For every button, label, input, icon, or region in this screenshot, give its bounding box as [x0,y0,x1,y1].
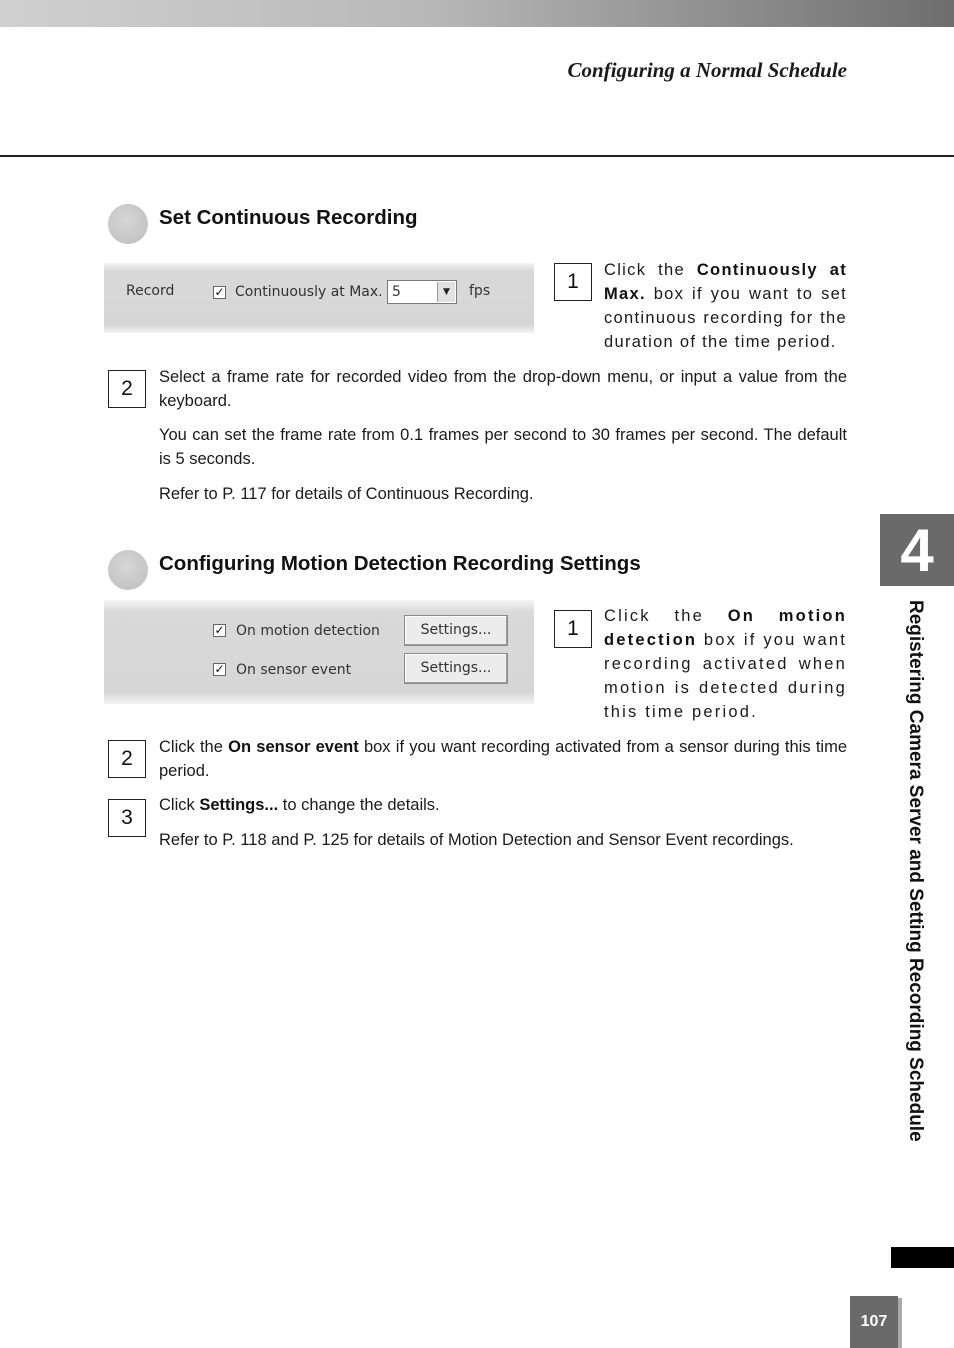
record-label: Record [126,283,175,299]
motion-detection-panel [104,600,534,704]
motion-checkbox[interactable]: ✓ [214,623,225,637]
step2-frame-rate-text: Select a frame rate for recorded video from the drop-down menu, or input a value from the keyboard. [159,368,847,410]
step-number-box: 1 [554,263,592,301]
step-number-box: 3 [108,799,146,837]
continuous-checkbox[interactable]: ✓ [214,285,225,299]
motion-settings-button[interactable]: Settings... [404,615,508,646]
step-number-box: 2 [108,740,146,778]
chapter-title-vertical: Registering Camera Server and Setting Recording Schedule [905,600,926,1142]
section-title-motion: Configuring Motion Detection Recording Settings [159,552,641,575]
section-title-continuous: Set Continuous Recording [159,206,418,229]
step1-continuous-text: Click the Continuously at Max. box if you want to set continuous recording for the duration of the time period. [604,261,847,351]
motion-checkbox-label: On motion detection [236,623,380,639]
running-header-title: Configuring a Normal Schedule [567,58,847,82]
sensor-checkbox[interactable]: ✓ [214,662,225,676]
top-decorative-bar [0,0,954,27]
sensor-settings-button[interactable]: Settings... [404,653,508,684]
motion-sensor-reference-note: Refer to P. 118 and P. 125 for details of Motion Detection and Sensor Event recordings. [159,831,794,849]
sensor-checkbox-label: On sensor event [236,662,352,678]
step1-motion-text: Click the On motion detection box if you want recording activated when motion is detected during this time period. [604,607,847,721]
page-number: 107 [850,1296,898,1348]
fps-unit-label: fps [469,283,491,299]
step2-sensor-text: Click the On sensor event box if you want recording activated from a sensor during this time period. [159,738,847,780]
continuous-checkbox-label: Continuously at Max. [235,284,383,300]
section-bullet-icon [108,204,148,244]
chapter-number-tab: 4 [880,514,954,586]
header-rule [0,155,954,157]
fps-select-value: 5 [392,284,401,300]
step3-settings-text: Click Settings... to change the details. [159,796,440,814]
section-bullet-icon [108,550,148,590]
fps-select[interactable] [387,280,457,304]
continuous-recording-panel [104,263,534,333]
continuous-reference-note: Refer to P. 117 for details of Continuous Recording. [159,485,534,503]
step-number-box: 1 [554,610,592,648]
frame-rate-note: You can set the frame rate from 0.1 frames per second to 30 frames per second. The default is 5 seconds. [159,426,847,468]
chapter-marker-bar [891,1247,954,1268]
step-number-box: 2 [108,370,146,408]
dropdown-arrow-icon[interactable]: ▼ [437,282,455,302]
